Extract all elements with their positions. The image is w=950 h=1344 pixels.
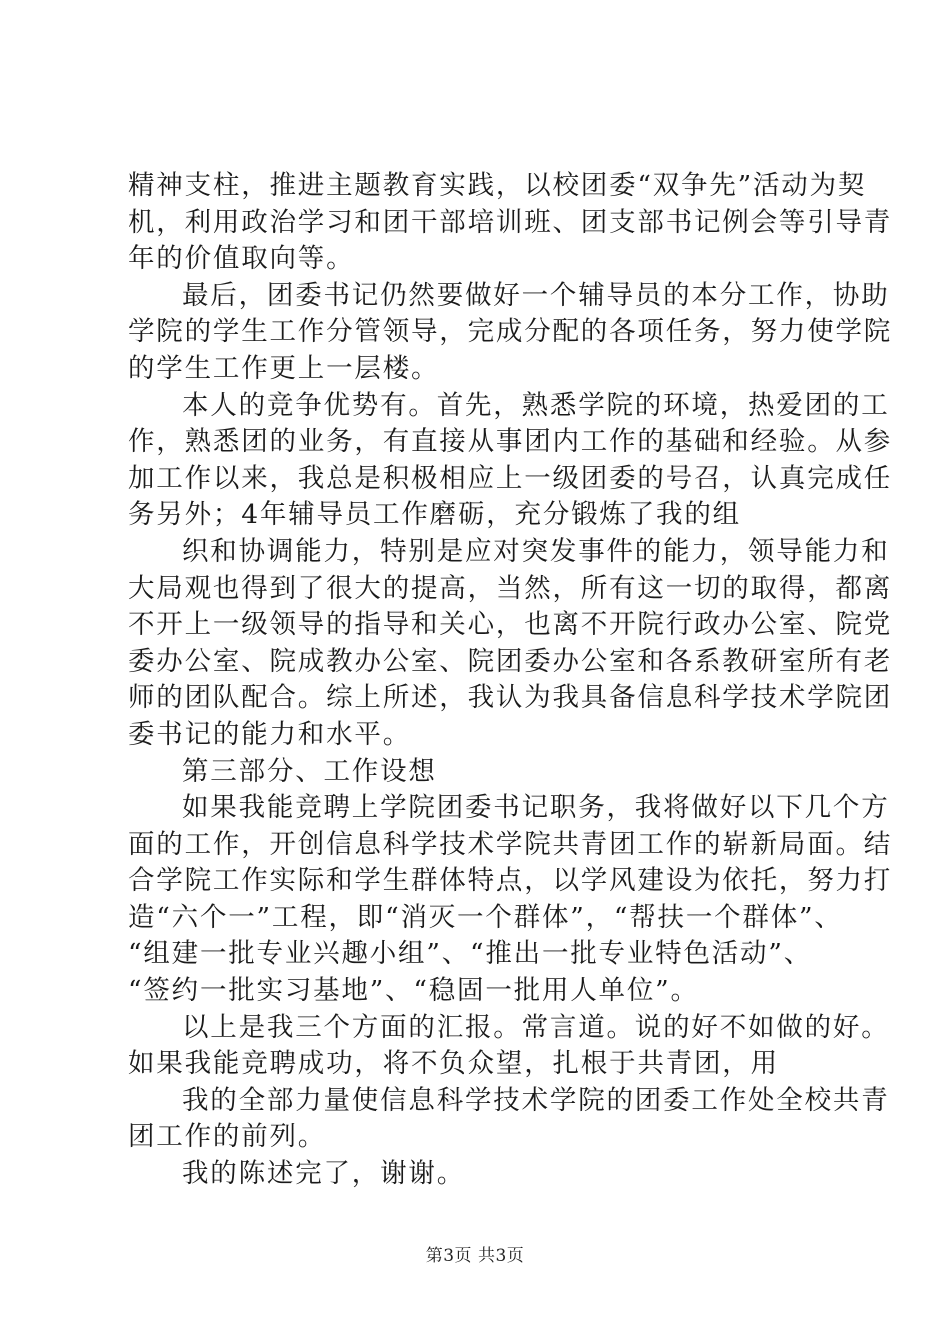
text-line: 团工作的前列。 xyxy=(128,1121,327,1153)
text-line: 委书记的能力和水平。 xyxy=(128,718,411,750)
closing-line: 我的陈述完了，谢谢。 xyxy=(182,1158,465,1190)
text-line: 的学生工作更上一层楼。 xyxy=(128,352,440,384)
text-line: 委办公室、院成教办公室、院团委办公室和各系教研室所有老 xyxy=(128,645,893,677)
text-line: 师的团队配合。综上所述，我认为我具备信息科学技术学院团 xyxy=(128,682,893,714)
text-line: 不开上一级领导的指导和关心，也离不开院行政办公室、院党 xyxy=(128,609,893,641)
text-line: 面的工作，开创信息科学技术学院共青团工作的崭新局面。结 xyxy=(128,828,893,860)
paragraph-start-line: 如果我能竞聘上学院团委书记职务，我将做好以下几个方 xyxy=(182,792,890,824)
paragraph-start-line: 我的全部力量使信息科学技术学院的团委工作处全校共青 xyxy=(182,1084,890,1116)
document-body xyxy=(128,168,893,1193)
text-line: 造“六个一”工程，即“消灭一个群体”，“帮扶一个群体”、 xyxy=(128,901,843,933)
paragraph-start-line: 本人的竞争优势有。首先，熟悉学院的环境，热爱团的工 xyxy=(182,389,890,421)
text-line: 加工作以来，我总是积极相应上一级团委的号召，认真完成任 xyxy=(128,462,893,494)
section-heading: 第三部分、工作设想 xyxy=(182,755,437,787)
text-line: 如果我能竞聘成功，将不负众望，扎根于共青团，用 xyxy=(128,1048,779,1080)
text-line: 作，熟悉团的业务，有直接从事团内工作的基础和经验。从参 xyxy=(128,426,893,458)
paragraph-start-line: 织和协调能力，特别是应对突发事件的能力，领导能力和 xyxy=(182,535,890,567)
text-line: “组建一批专业兴趣小组”、“推出一批专业特色活动”、 xyxy=(128,938,812,970)
text-line: 大局观也得到了很大的提高，当然，所有这一切的取得，都离 xyxy=(128,572,893,604)
text-line: 合学院工作实际和学生群体特点，以学风建设为依托，努力打 xyxy=(128,865,893,897)
text-line: “签约一批实习基地”、“稳固一批用人单位”。 xyxy=(128,975,699,1007)
text-line: 机，利用政治学习和团干部培训班、团支部书记例会等引导青 xyxy=(128,206,893,238)
text-line: 务另外；4年辅导员工作磨砺，充分锻炼了我的组 xyxy=(128,499,741,531)
text-line: 精神支柱，推进主题教育实践，以校团委“双争先”活动为契 xyxy=(128,170,867,201)
text-line: 年的价值取向等。 xyxy=(128,243,355,275)
text-line: 学院的学生工作分管领导，完成分配的各项任务，努力使学院 xyxy=(128,316,893,348)
paragraph-start-line: 以上是我三个方面的汇报。常言道。说的好不如做的好。 xyxy=(182,1011,890,1043)
page-footer: 第3页 共3页 xyxy=(425,1246,525,1266)
paragraph-start-line: 最后，团委书记仍然要做好一个辅导员的本分工作，协助 xyxy=(182,279,890,311)
